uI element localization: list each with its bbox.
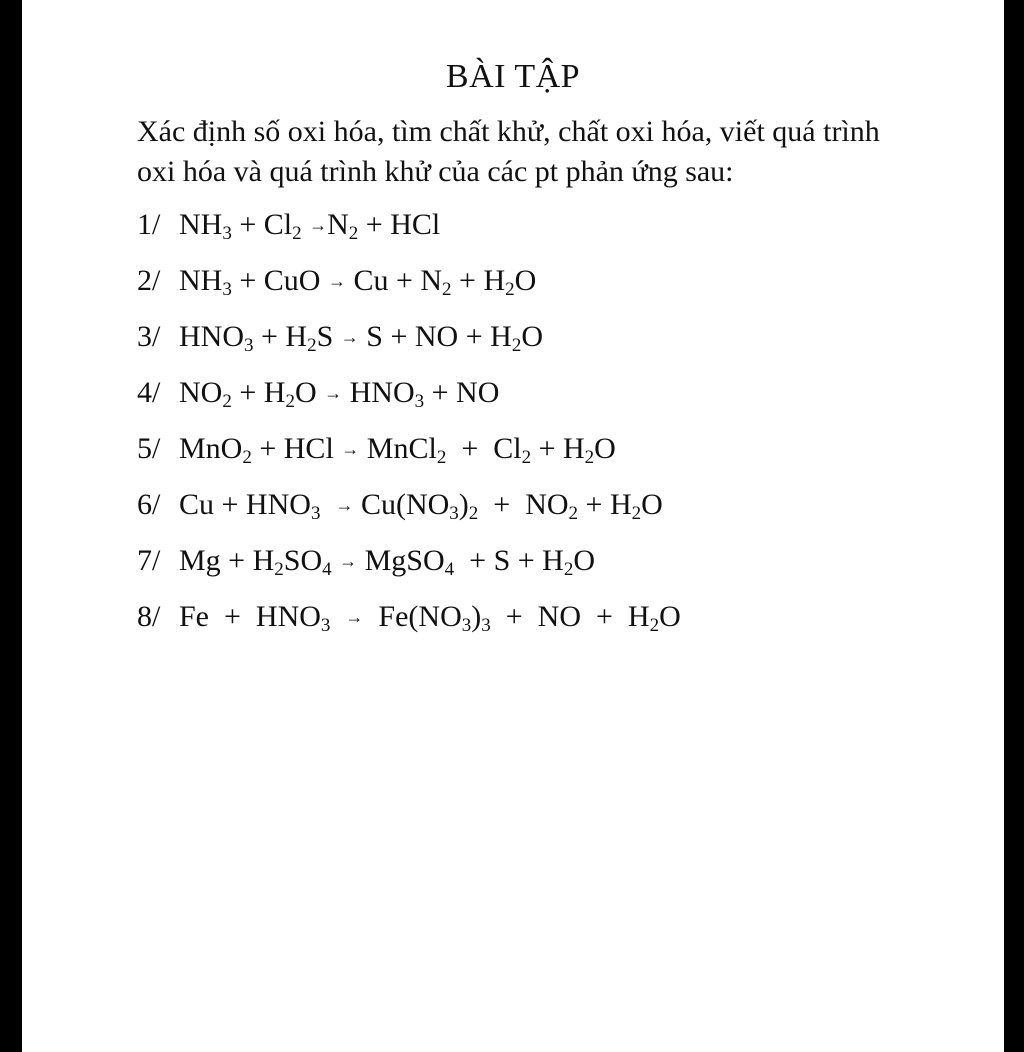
equation-number: 8/ (137, 600, 161, 633)
equation-formula: $Fe + HNO_3 \to Fe(NO_3)_3$ + NO + $H_2O$ (179, 600, 681, 636)
equation-number: 2/ (137, 264, 161, 297)
document-page (22, 0, 1004, 1052)
equation-formula: $Cu + HNO_3 \to Cu(NO_3)_2 + NO_2 + H_2O$ (179, 488, 663, 524)
equation-formula: $NH_3 + Cl_2 \to N_2$ + HCl (179, 208, 441, 244)
equation-formula: MnO$_2$ + HCl → MnCl$_2$ + $Cl_2 + H_2O$ (179, 432, 616, 468)
equation-item (137, 592, 957, 648)
equation-list (137, 200, 957, 648)
equation-item (137, 256, 957, 312)
equation-number: 5/ (137, 432, 161, 465)
equation-item (137, 424, 957, 480)
equation-number: 6/ (137, 488, 161, 521)
equation-formula: $NO_2 + H_2O \to HNO_3$ + NO (179, 376, 500, 412)
equation-number: 1/ (137, 208, 161, 241)
equation-formula: $HNO_3 + H_2S \to S$ + NO + $H_2O$ (179, 320, 543, 356)
equation-number: 3/ (137, 320, 161, 353)
equation-item (137, 536, 957, 592)
equation-item (137, 480, 957, 536)
equation-item (137, 368, 957, 424)
equation-item (137, 312, 957, 368)
equation-item (137, 200, 957, 256)
equation-number: 7/ (137, 544, 161, 577)
page-title: BÀI TẬP (445, 58, 581, 95)
instructions-text: Xác định số oxi hóa, tìm chất khử, chất oxi hóa, viết quá trình oxi hóa và quá trình khử của các pt phản ứng sau: (137, 115, 880, 188)
equation-formula: $Mg + H_2SO_4$ → MgSO$_4$ + $S + H_2O$ (179, 544, 596, 580)
equation-number: 4/ (137, 376, 161, 409)
equation-formula: $NH_3$ + CuO → $Cu + N_2 + H_2O$ (179, 264, 537, 300)
